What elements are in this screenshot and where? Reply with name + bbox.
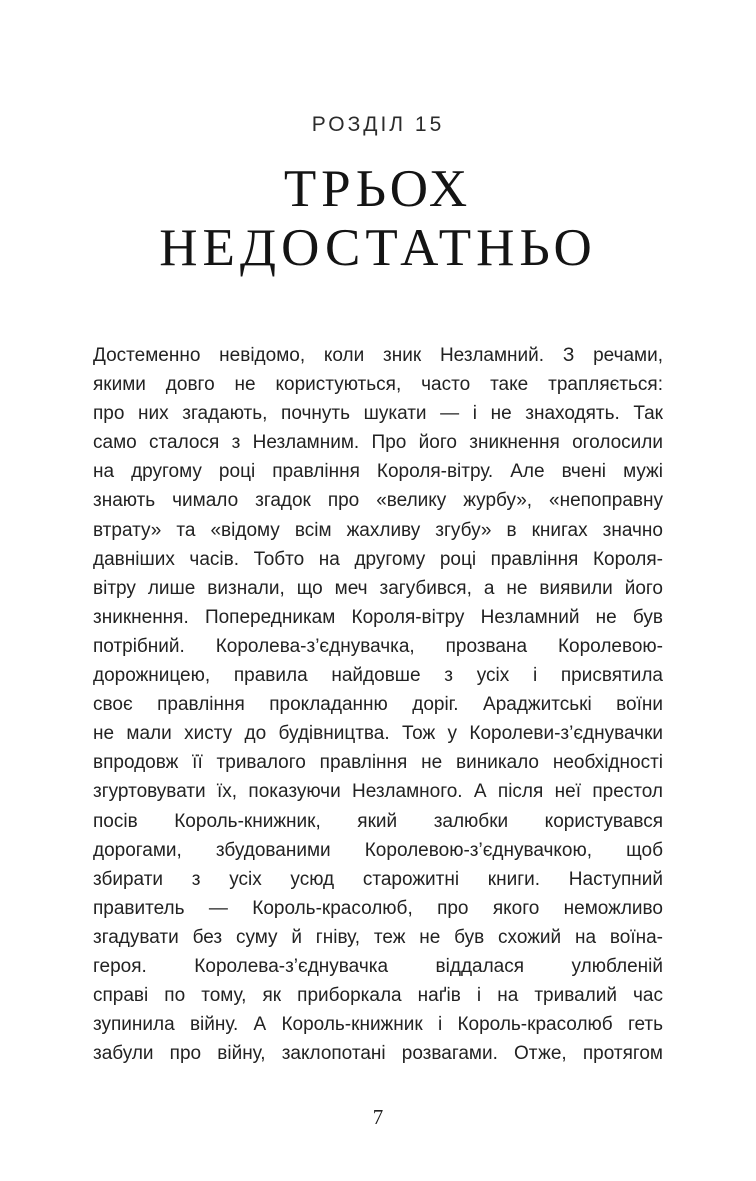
body-text-line: втрату» та «відому всім жахливу згубу» в книгах значно	[93, 519, 663, 541]
body-text-line: якими довго не користуються, часто таке трапляється:	[93, 374, 663, 396]
body-text-line: дорогами, збудованими Королевою-з’єднувачкою, щоб	[93, 839, 663, 861]
chapter-title-line: НЕДОСТАТНЬО	[159, 219, 597, 277]
body-text-line: зупинила війну. А Король-книжник і Король-красолюб геть	[93, 1014, 663, 1036]
page-number: 7	[372, 1105, 384, 1129]
body-text-line: згуртовувати їх, показуючи Незламного. А після неї престол	[93, 781, 663, 803]
body-text-line: потрібний. Королева-з’єднувачка, прозвана Королевою-	[93, 635, 663, 657]
body-text	[93, 341, 663, 1068]
body-text-line: само сталося з Незламним. Про його зникнення оголосили	[93, 432, 663, 454]
body-text-line: зникнення. Попередникам Короля-вітру Незламний не був	[93, 606, 663, 628]
chapter-title	[0, 160, 756, 278]
body-text-line: на другому році правління Короля-вітру. Але вчені мужі	[93, 461, 663, 483]
body-text-line: справі по тому, як приборкала наґів і на тривалий час	[93, 985, 663, 1007]
chapter-title-line: ТРЬОХ	[283, 160, 473, 218]
body-text-line: про них згадають, почнуть шукати — і не знаходять. Так	[93, 403, 663, 425]
body-text-line: збирати з усіх усюд старожитні книги. Наступний	[93, 868, 663, 890]
chapter-label: РОЗДІЛ 15	[311, 113, 445, 136]
body-text-line: своє правління прокладанню доріг. Араджитські воїни	[93, 694, 663, 716]
body-text-line: героя. Королева-з’єднувачка віддалася улюбленій	[93, 955, 663, 977]
body-text-line: вітру лише визнали, що меч загубився, а не виявили його	[93, 577, 663, 599]
body-text-line: правитель — Король-красолюб, про якого неможливо	[93, 897, 663, 919]
body-text-line: впродовж її тривалого правління не виникало необхідності	[93, 752, 663, 774]
body-text-line: посів Король-книжник, який залюбки користувався	[93, 810, 663, 832]
body-text-line: не мали хисту до будівництва. Тож у Королеви-з’єднувачки	[93, 723, 663, 745]
body-text-line: давніших часів. Тобто на другому році правління Короля-	[93, 548, 663, 570]
body-text-line: знають чимало згадок про «велику журбу», «непоправну	[93, 490, 663, 512]
body-text-line: Достеменно невідомо, коли зник Незламний. З речами,	[93, 345, 663, 366]
body-text-line: забули про війну, заклопотані розвагами. Отже, протягом	[93, 1043, 663, 1065]
body-text-line: згадувати без суму й гніву, теж не був схожий на воїна-	[93, 926, 663, 948]
body-text-line: дорожницею, правила найдовше з усіх і присвятила	[93, 665, 663, 687]
